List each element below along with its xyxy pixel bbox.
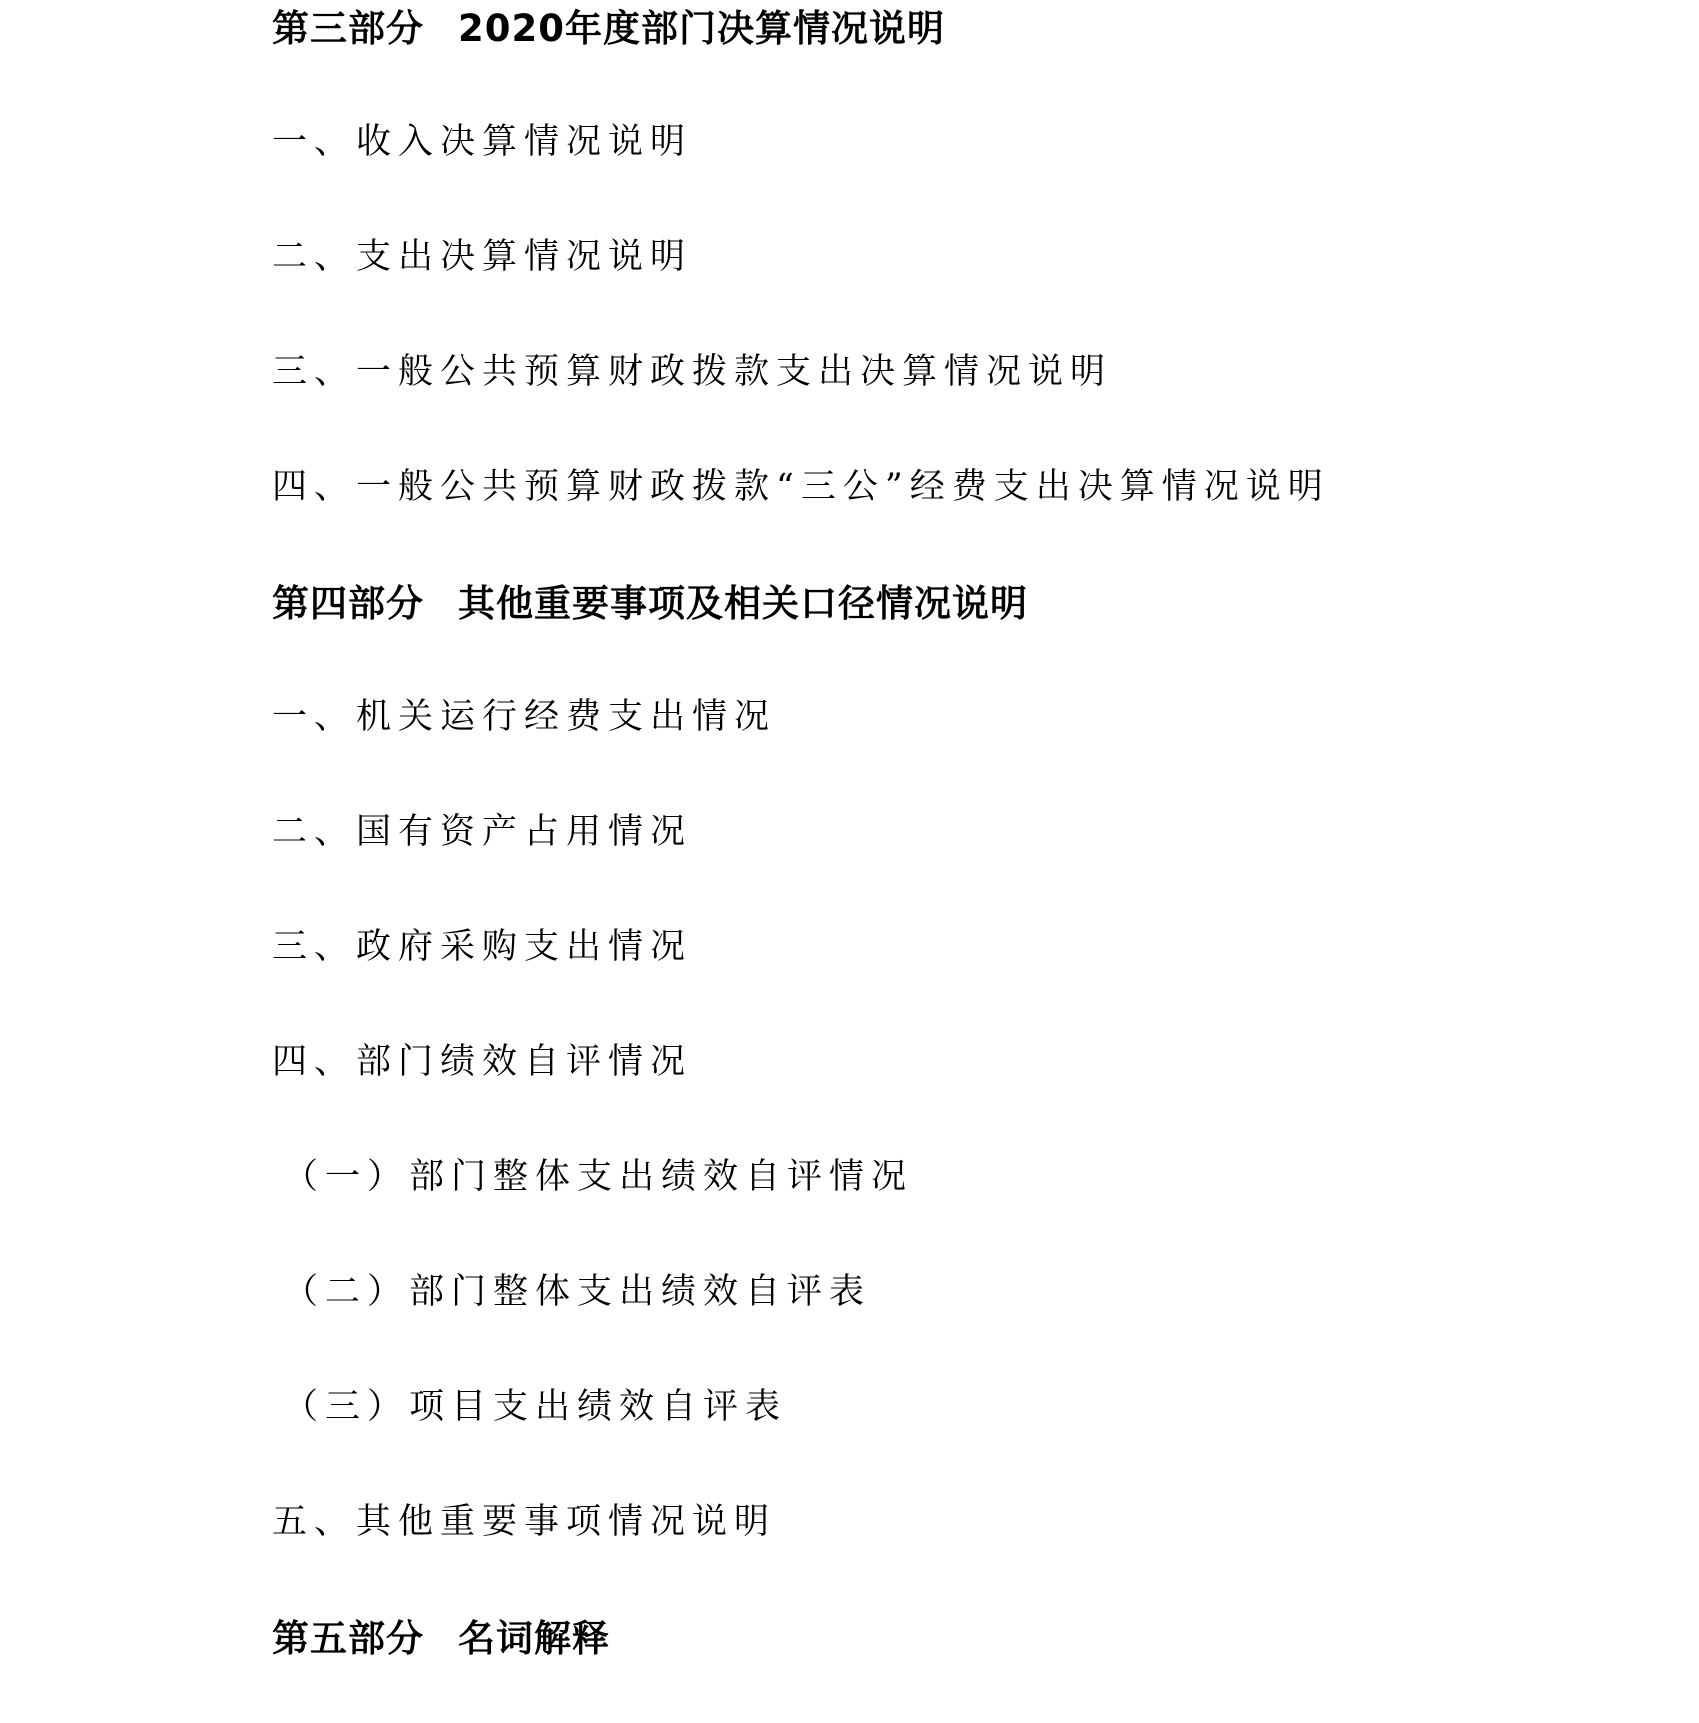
part-five-heading — [272, 1617, 610, 1660]
part-label: 第五部分 — [272, 1617, 424, 1660]
part-three-heading — [272, 7, 945, 50]
sub-item-project-table: （三）项目支出绩效自评表 — [283, 1387, 788, 1427]
list-item-procurement: 三、政府采购支出情况 — [272, 927, 693, 967]
list-item-expenditure: 二、支出决算情况说明 — [272, 237, 693, 277]
part-label: 第四部分 — [272, 582, 424, 625]
part-four-heading — [272, 582, 1028, 625]
part-label: 第三部分 — [272, 7, 424, 50]
list-item-general-budget: 三、一般公共预算财政拨款支出决算情况说明 — [272, 352, 1113, 392]
sub-item-overall-performance: （一）部门整体支出绩效自评情况 — [283, 1157, 914, 1197]
part-title: 名词解释 — [458, 1617, 610, 1660]
part-title: 其他重要事项及相关口径情况说明 — [458, 582, 1028, 625]
list-item-agency-operation: 一、机关运行经费支出情况 — [272, 697, 777, 737]
sub-item-overall-table: （二）部门整体支出绩效自评表 — [283, 1272, 872, 1312]
list-item-performance: 四、部门绩效自评情况 — [272, 1042, 693, 1082]
list-item-state-assets: 二、国有资产占用情况 — [272, 812, 693, 852]
list-item-three-public: 四、一般公共预算财政拨款“三公”经费支出决算情况说明 — [272, 467, 1330, 507]
list-item-income: 一、收入决算情况说明 — [272, 122, 693, 162]
part-title: 2020年度部门决算情况说明 — [458, 7, 945, 50]
list-item-other-matters: 五、其他重要事项情况说明 — [272, 1502, 777, 1542]
